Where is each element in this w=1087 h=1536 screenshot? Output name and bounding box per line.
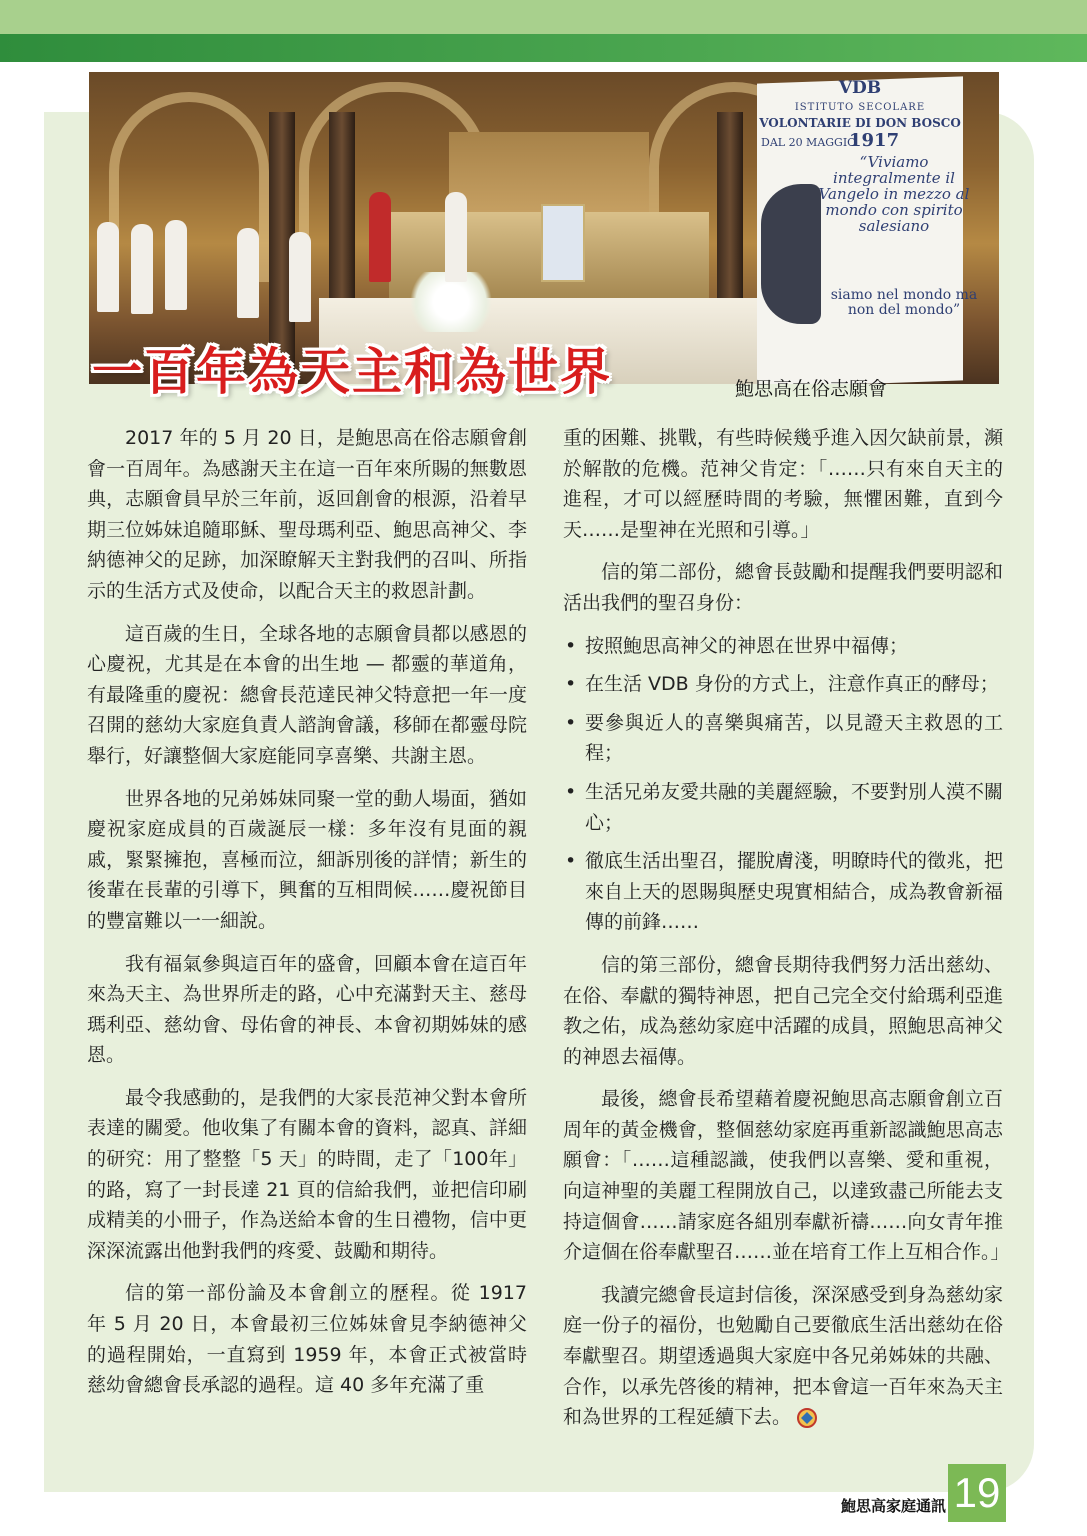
list-item [563,846,1003,938]
top-green-bar [0,0,1087,34]
paragraph: 信的第二部份，總會長鼓勵和提醒我們要明認和活出我們的聖召身份： [563,561,1003,614]
page-number: 19 [948,1464,1006,1522]
banner-volontarie: VOLONTARIE DI DON BOSCO [759,116,961,130]
left-column [87,423,527,1413]
bullet-icon: • [565,850,577,873]
banner-quote: “Viviamo integralmente il Vangelo in mezzo al mondo con spirito salesiano [818,153,970,235]
bullet-icon: • [565,711,577,734]
priest-figure [445,192,467,282]
paragraph-final-text: 我讀完總會長這封信後，深深感受到身為慈幼家庭一份子的福份，也勉勵自己要徹底生活出慈幼在俗奉獻聖召。期望透過與大家庭中各兄弟姊妹的共融、合作，以承先啓後的精神，把本會這一百年來為天主和為世界的工程延續下去。 [563,1283,1003,1429]
list-item [563,708,1003,769]
paragraph: 我有福氣參與這百年的盛會，回顧本會在這百年來為天主、為世界所走的路，心中充滿對天主、慈母瑪利亞、慈幼會、母佑會的神長、本會初期姊妹的感恩。 [87,952,527,1067]
banner-quote-2: siamo nel mondo ma non del mondo” [830,287,978,318]
paragraph-final [563,1280,1003,1433]
banner-dal: DAL 20 MAGGIO [761,136,857,149]
priest-figure [237,228,259,318]
end-mark-icon [795,1407,819,1429]
paragraph: 信的第三部份，總會長期待我們努力活出慈幼、在俗、奉獻的獨特神恩，把自己完全交付給瑪利亞進教之佑，成為慈幼家庭中活躍的成員，照鮑思高神父的神恩去福傳。 [563,953,1003,1068]
paragraph: 這百歲的生日，全球各地的志願會員都以感恩的心慶祝，尤其是在本會的出生地 — 都靈的華道角，有最隆重的慶祝：總會長范達民神父特意把一年一度召開的慈幼大家庭負責人諮詢會議，移師在都靈母院舉行，好讓整個大家庭能同享喜樂、共謝主恩。 [87,622,527,767]
paragraph: 2017 年的 5 月 20 日，是鮑思高在俗志願會創會一百周年。為感謝天主在這一百年來所賜的無數恩典，志願會員早於三年前，返回創會的根源，沿着早期三位姊妹追隨耶穌、聖母瑪利亞、鮑思高神父、李納德神父的足跡，加深瞭解天主對我們的召叫、所指示的生活方式及使命，以配合天主的救恩計劃。 [87,427,527,602]
paragraph: 世界各地的兄弟姊妹同聚一堂的動人場面，猶如慶祝家庭成員的百歲誕辰一樣：多年沒有見面的親戚，緊緊擁抱，喜極而泣，細訴別後的詳情；新生的後輩在長輩的引導下，興奮的互相問候……慶祝節目的豐富難以一一細說。 [87,787,527,932]
list-item [563,669,1003,700]
list-item-text: 生活兄弟友愛共融的美麗經驗，不要對別人漠不關心； [585,780,1004,834]
article-author: 鮑思高在俗志願會 [735,378,888,400]
paragraph: 最令我感動的，是我們的大家長范神父對本會所表達的關愛。他收集了有關本會的資料，認真、詳細的研究：用了整整「5 天」的時間，走了「100年」的路，寫了一封長達 21 頁的信給我們，並把信印刷成精美的小冊子，作為送給本會的生日禮物，信中更深深流露出他對我們的疼愛、鼓勵和期待。 [87,1086,527,1262]
paragraph-continued: 重的困難、挑戰，有些時候幾乎進入因欠缺前景，瀕於解散的危機。范神父肯定：「……只有來自天主的進程，才可以經歷時間的考驗，無懼困難，直到今天……是聖神在光照和引導。」 [563,427,1003,541]
list-item-text: 要參與近人的喜樂與痛苦，以見證天主救恩的工程； [585,711,1003,765]
priest-figure [131,224,153,314]
top-dark-green-band [0,34,1087,62]
banner-istituto: ISTITUTO SECOLARE [794,102,926,113]
paragraph: 信的第一部份論及本會創立的歷程。從 1917 年 5 月 20 日，本會最初三位姊妹會見李納德神父的過程開始，一直寫到 1959 年，本會正式被當時慈幼會總會長承認的過程。這 40 多年充滿了重 [87,1282,527,1397]
banner-year: 1917 [849,130,900,151]
list-item [563,777,1003,838]
priest-figure [165,220,187,310]
paragraph: 最後，總會長希望藉着慶祝鮑思高志願會創立百周年的黃金機會，整個慈幼家庭再重新認識鮑思高志願會：「……這種認識，使我們以喜樂、愛和重視，向這神聖的美麗工程開放自己，以達致盡己所能去支持這個會……請家庭各組別奉獻祈禱……向女青年推介這個在俗奉獻聖召……並在培育工作上互相合作。」 [563,1088,1010,1264]
celebrant-figure [369,192,391,282]
bullet-icon: • [565,780,577,803]
list-item-text: 按照鮑思高神父的神恩在世界中福傳； [585,634,909,657]
banner-vdb: VDB [838,78,882,98]
bullet-list [563,631,1003,938]
right-column [563,423,1010,1445]
bullet-icon: • [565,634,577,657]
list-item [563,631,1003,662]
article-title: 一百年為天主和為世界 [92,342,612,401]
priest-figure [97,222,119,312]
publication-name: 鮑思高家庭通訊 [841,1497,947,1515]
list-item-text: 徹底生活出聖召，擺脫膚淺，明瞭時代的徵兆，把來自上天的恩賜與歷史現實相結合，成為教會新福傳的前鋒…… [585,850,1004,934]
mary-banner [541,204,585,282]
bullet-icon: • [565,673,577,696]
priest-figure [289,232,311,322]
list-item-text: 在生活 VDB 身份的方式上，注意作真正的酵母； [585,673,999,696]
